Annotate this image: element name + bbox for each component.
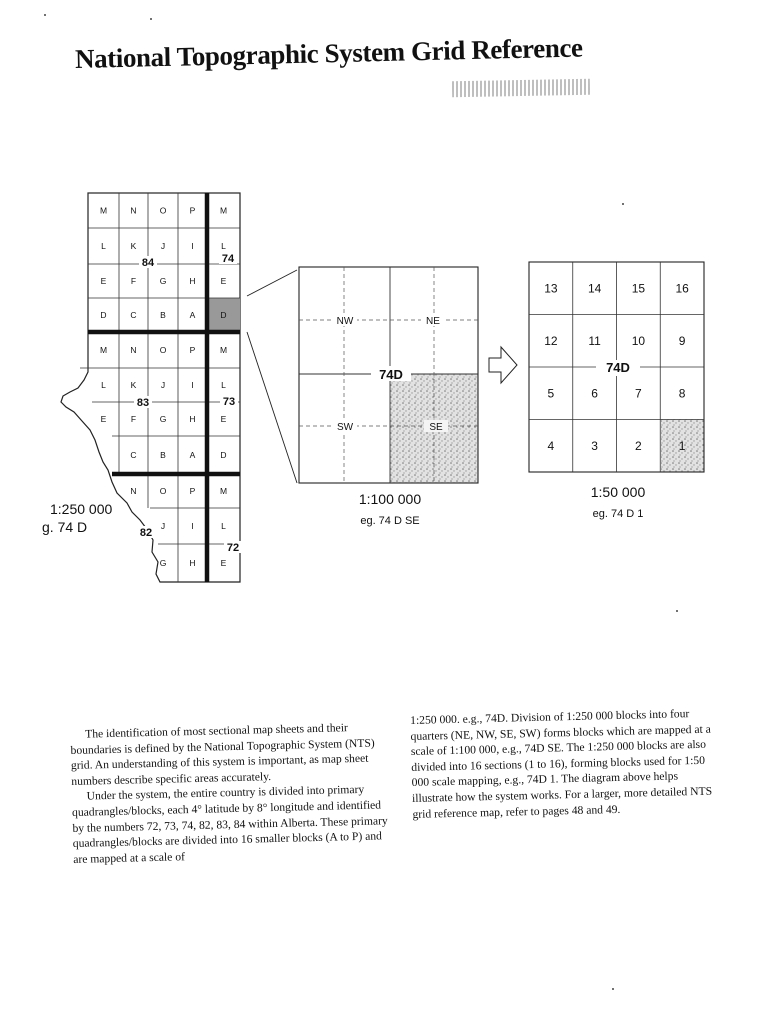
quadrant-map-scale: 1:100 000 bbox=[358, 491, 422, 507]
alberta-map-example: g. 74 D bbox=[42, 519, 88, 535]
sections-map-example: eg. 74 D 1 bbox=[592, 508, 644, 520]
map-sheet-letter: O bbox=[159, 345, 167, 355]
map-sheet-letter: E bbox=[220, 414, 227, 424]
map-sheet-letter: G bbox=[159, 558, 167, 568]
map-sheet-letter: F bbox=[130, 414, 137, 424]
map-sheet-letter: D bbox=[220, 310, 227, 320]
scan-speck bbox=[44, 14, 46, 16]
section-number: 3 bbox=[591, 438, 598, 453]
map-sheet-letter: P bbox=[189, 486, 196, 496]
map-sheet-letter: L bbox=[101, 380, 106, 390]
map-sheet-letter: E bbox=[220, 558, 227, 568]
map-sheet-letter: B bbox=[160, 450, 166, 460]
quadrant-label-nw: NW bbox=[336, 316, 354, 327]
body-column-left bbox=[70, 719, 391, 867]
section-number: 16 bbox=[675, 281, 689, 296]
quadrant-label-ne: NE bbox=[426, 316, 440, 327]
body-column-right bbox=[410, 706, 719, 823]
map-sheet-letter: H bbox=[189, 558, 196, 568]
scan-speck bbox=[150, 18, 152, 20]
quadrant-label-se: SE bbox=[429, 422, 443, 433]
map-sheet-letter: H bbox=[189, 276, 196, 286]
map-sheet-letter: J bbox=[160, 521, 166, 531]
map-sheet-letter: B bbox=[160, 310, 166, 320]
map-sheet-letter: L bbox=[101, 241, 106, 251]
alberta-grid-map bbox=[61, 193, 242, 582]
map-sheet-letter: N bbox=[130, 486, 137, 496]
map-sheet-letter: P bbox=[189, 345, 196, 355]
map-sheet-letter: K bbox=[130, 380, 137, 390]
alberta-map-scale: 1:250 000 bbox=[50, 501, 113, 517]
primary-block-number: 73 bbox=[222, 396, 236, 408]
map-sheet-letter: D bbox=[220, 450, 227, 460]
zoom-connector-lines bbox=[247, 270, 297, 483]
map-sheet-letter: G bbox=[159, 276, 167, 286]
map-sheet-letter: H bbox=[189, 414, 196, 424]
primary-block-number: 74 bbox=[221, 253, 235, 265]
section-number: 7 bbox=[635, 386, 642, 401]
alberta-boundary bbox=[61, 193, 240, 582]
sections-map bbox=[529, 262, 704, 520]
section-number: 10 bbox=[631, 333, 646, 348]
map-sheet-letter: M bbox=[219, 486, 228, 496]
primary-block-number: 84 bbox=[141, 257, 155, 269]
arrow-right-icon bbox=[489, 347, 517, 383]
page-title: National Topographic System Grid Reference bbox=[74, 32, 583, 74]
map-sheet-letter: I bbox=[191, 380, 194, 390]
scan-speck bbox=[676, 610, 678, 612]
section-number: 2 bbox=[635, 438, 642, 453]
map-sheet-letter: O bbox=[159, 486, 167, 496]
map-sheet-letter: L bbox=[221, 521, 226, 531]
map-sheet-letter: M bbox=[99, 205, 108, 216]
map-sheet-letter: O bbox=[159, 205, 167, 216]
quadrant-map bbox=[299, 267, 478, 527]
map-sheet-letter: J bbox=[160, 241, 166, 251]
map-sheet-letter: A bbox=[189, 310, 196, 320]
paragraph-divisions: 1:250 000. e.g., 74D. Division of 1:250 000 blocks into four quarters (NE, NW, SE, SW) forms blocks which are mapped at a scale of 1:100 000, e.g., 74D SE. The 1:250 000 blocks are also divided into 16 sections (1 to 16), forming blocks used for 1:50 000 scale mapping, e.g., 74D 1. The diagram above helps illustrate how the system works. For a larger, more detailed NTS grid reference map, refer to pages 48 and 49. bbox=[410, 707, 713, 821]
map-sheet-letter: E bbox=[100, 414, 107, 424]
section-number: 1 bbox=[678, 438, 686, 453]
section-number: 6 bbox=[591, 386, 598, 401]
map-sheet-letter: P bbox=[189, 205, 196, 216]
section-number: 4 bbox=[547, 438, 555, 453]
map-sheet-letter: L bbox=[221, 241, 226, 251]
map-sheet-letter: K bbox=[130, 241, 137, 251]
section-number: 5 bbox=[547, 386, 555, 401]
sections-map-scale: 1:50 000 bbox=[590, 484, 646, 500]
map-sheet-letter: J bbox=[160, 380, 166, 390]
section-number: 15 bbox=[631, 281, 646, 296]
map-sheet-letter: C bbox=[130, 310, 137, 320]
paragraph-nts-intro: The identification of most sectional map sheets and their boundaries is defined by the National Topographic System (NTS) grid. An understanding of this system is important, as map sheet numbers describe specific areas accurately. bbox=[70, 721, 375, 788]
alberta-outline bbox=[61, 193, 240, 582]
map-sheet-letter: I bbox=[191, 521, 194, 531]
scan-speck bbox=[612, 988, 614, 990]
map-sheet-letter: I bbox=[191, 241, 194, 251]
map-sheet-letter: M bbox=[99, 345, 108, 355]
map-sheet-letter: D bbox=[100, 310, 107, 320]
map-sheet-letter: M bbox=[219, 345, 228, 355]
primary-block-number: 82 bbox=[139, 527, 153, 539]
primary-block-number: 72 bbox=[226, 542, 240, 554]
quadrant-label-sw: SW bbox=[336, 422, 354, 433]
map-sheet-letter: G bbox=[159, 414, 167, 424]
section-number: 14 bbox=[587, 281, 602, 296]
map-sheet-letter: N bbox=[130, 345, 137, 355]
map-sheet-letter: A bbox=[189, 450, 196, 460]
section-number: 13 bbox=[544, 281, 558, 296]
map-sheet-letter: M bbox=[219, 205, 228, 216]
sections-map-center-label: 74D bbox=[606, 360, 630, 375]
scan-speck bbox=[622, 203, 624, 205]
map-sheet-letter: E bbox=[220, 276, 227, 286]
map-sheet-letter: N bbox=[130, 205, 137, 216]
section-number: 12 bbox=[544, 333, 558, 348]
section-number: 9 bbox=[678, 333, 686, 348]
map-sheet-letter: L bbox=[221, 380, 226, 390]
section-number: 11 bbox=[588, 333, 601, 348]
quadrant-map-center-label: 74D bbox=[379, 367, 403, 382]
paragraph-primary-blocks: Under the system, the entire country is divided into primary quadrangles/blocks, each 4° latitude by 8° longitude and identified by the numbers 72, 73, 74, 82, 83, 84 within Alberta. These primary quadrangles/blocks are divided into 16 smaller blocks (A to P) and are mapped at a scale of bbox=[71, 783, 388, 866]
map-sheet-letter: C bbox=[130, 450, 137, 460]
quadrant-map-example: eg. 74 D SE bbox=[360, 515, 420, 527]
map-sheet-letter: E bbox=[100, 276, 107, 286]
primary-block-number: 83 bbox=[136, 397, 150, 409]
section-number: 8 bbox=[678, 386, 686, 401]
map-sheet-letter: F bbox=[130, 276, 137, 286]
